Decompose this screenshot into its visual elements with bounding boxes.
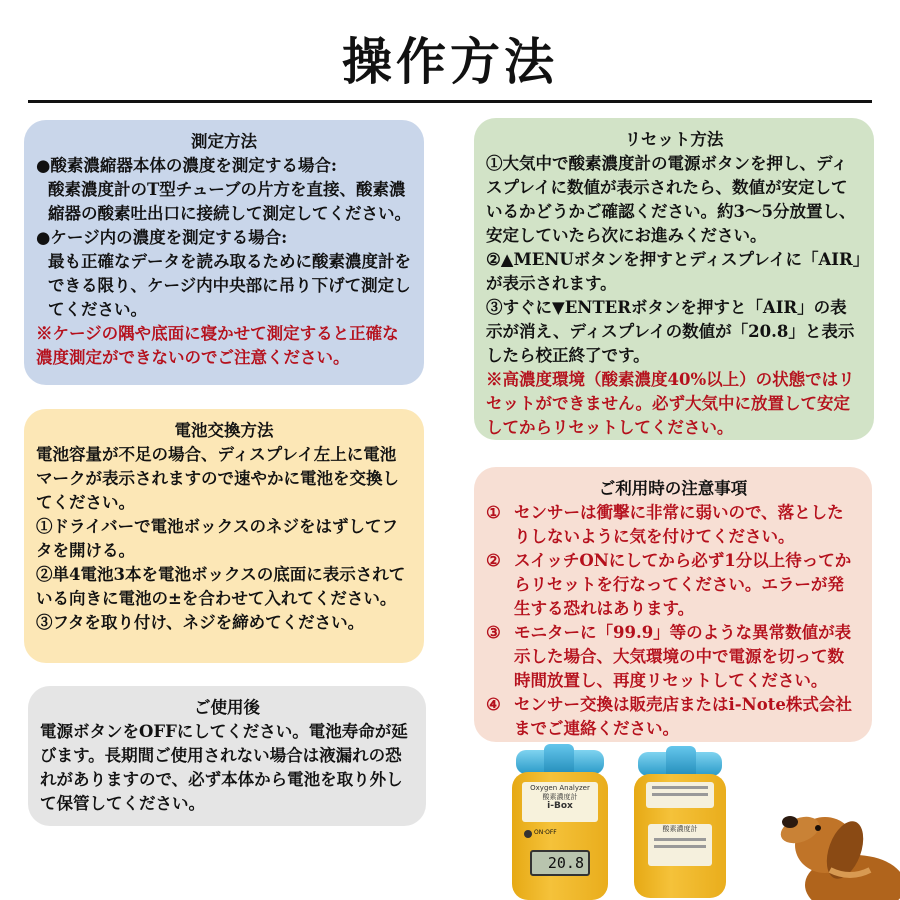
reset-step-3: ③すぐに▼ENTERボタンを押すと「AIR」の表示が消え、ディスプレイの数値が「20.8」と表示したら校正終了です。 <box>486 298 855 365</box>
battery-step-2: ②単4電池3本を電池ボックスの底面に表示されている向きに電池の±を合わせて入れてください。 <box>36 565 406 608</box>
device-brand: Oxygen Analyzer <box>530 784 590 792</box>
notes-item-number: ② <box>486 551 501 570</box>
notes-heading: ご利用時の注意事項 <box>598 479 748 498</box>
notes-item-text: モニターに「99.9」等のような異常数値が表示した場合、大気環境の中で電源を切って数時間放置し、再度リセットしてください。 <box>514 623 852 690</box>
after-use-heading: ご使用後 <box>194 698 260 717</box>
measure-case2-body: 最も正確なデータを読み取るために酸素濃度計をできる限り、ケージ内中央部に吊り下げて測定してください。 <box>48 252 411 319</box>
device-back-top-label <box>646 782 714 808</box>
device-back-title: 酸素濃度計 <box>662 825 698 833</box>
dog-image <box>770 790 900 900</box>
notes-item-number: ① <box>486 503 501 522</box>
device-back-label <box>648 824 712 866</box>
notes-item <box>486 621 860 693</box>
notes-item <box>486 549 860 621</box>
power-button-icon <box>524 830 532 838</box>
measure-heading: 測定方法 <box>191 132 257 151</box>
battery-step-3: ③フタを取り付け、ネジを締めてください。 <box>36 613 365 632</box>
notes-item-number: ③ <box>486 623 501 642</box>
device-jp-name: 酸素濃度計 <box>542 793 578 801</box>
notes-item-text: センサーは衝撃に非常に弱いので、落としたりしないように気を付けてください。 <box>514 503 844 546</box>
page-title: 操作方法 <box>342 33 558 91</box>
reset-section <box>474 118 874 440</box>
device-body <box>634 774 726 898</box>
notes-item <box>486 693 860 741</box>
title-divider <box>28 100 872 103</box>
device-body <box>512 772 608 900</box>
measure-warning: ※ケージの隅や底面に寝かせて測定すると正確な濃度測定ができないのでご注意ください。 <box>36 324 399 367</box>
device-model: i-Box <box>547 801 573 811</box>
oxygen-meter-back-image <box>634 752 726 898</box>
battery-section <box>24 409 424 663</box>
reset-warning: ※高濃度環境（酸素濃度40%以上）の状態ではリセットができません。必ず大気中に放置して安定してからリセットしてください。 <box>486 370 855 437</box>
device-display: 20.8 <box>530 850 590 876</box>
notes-item-number: ④ <box>486 695 501 714</box>
after-use-body: 電源ボタンをOFFにしてください。電池寿命が延びます。長期間ご使用されない場合は液漏れの恐れがありますので、必ず本体から電池を取り外して保管してください。 <box>40 722 408 813</box>
reset-step-2: ②▲MENUボタンを押すとディスプレイに「AIR」が表示されます。 <box>486 250 861 293</box>
notes-item-text: スイッチONにしてから必ず1分以上待ってからリセットを行なってください。エラーが発生する恐れはあります。 <box>514 551 852 618</box>
battery-intro: 電池容量が不足の場合、ディスプレイ左上に電池マークが表示されますので速やかに電池を交換してください。 <box>36 445 399 512</box>
notes-item-text: センサー交換は販売店またはi-Note株式会社までご連絡ください。 <box>514 695 852 738</box>
measure-case1-body: 酸素濃度計のT型チューブの片方を直接、酸素濃縮器の酸素吐出口に接続して測定してください。 <box>48 180 411 223</box>
reset-step-1: ①大気中で酸素濃度計の電源ボタンを押し、ディスプレイに数値が表示されたら、数値が安定しているかどうかご確認ください。約3～5分放置し、安定していたら次にお進みください。 <box>486 154 856 245</box>
after-use-section <box>28 686 426 826</box>
measure-section <box>24 120 424 385</box>
battery-heading: 電池交換方法 <box>174 421 274 440</box>
device-front-label <box>522 782 598 822</box>
measure-case1-title: ●酸素濃縮器本体の濃度を測定する場合: <box>36 156 337 175</box>
battery-step-1: ①ドライバーで電池ボックスのネジをはずしてフタを開ける。 <box>36 517 399 560</box>
power-button-label: ON·OFF <box>534 829 557 836</box>
notes-item <box>486 501 860 549</box>
oxygen-meter-front-image <box>512 750 608 900</box>
reset-heading: リセット方法 <box>624 130 724 149</box>
measure-case2-title: ●ケージ内の濃度を測定する場合: <box>36 228 288 247</box>
notes-section <box>474 467 872 742</box>
